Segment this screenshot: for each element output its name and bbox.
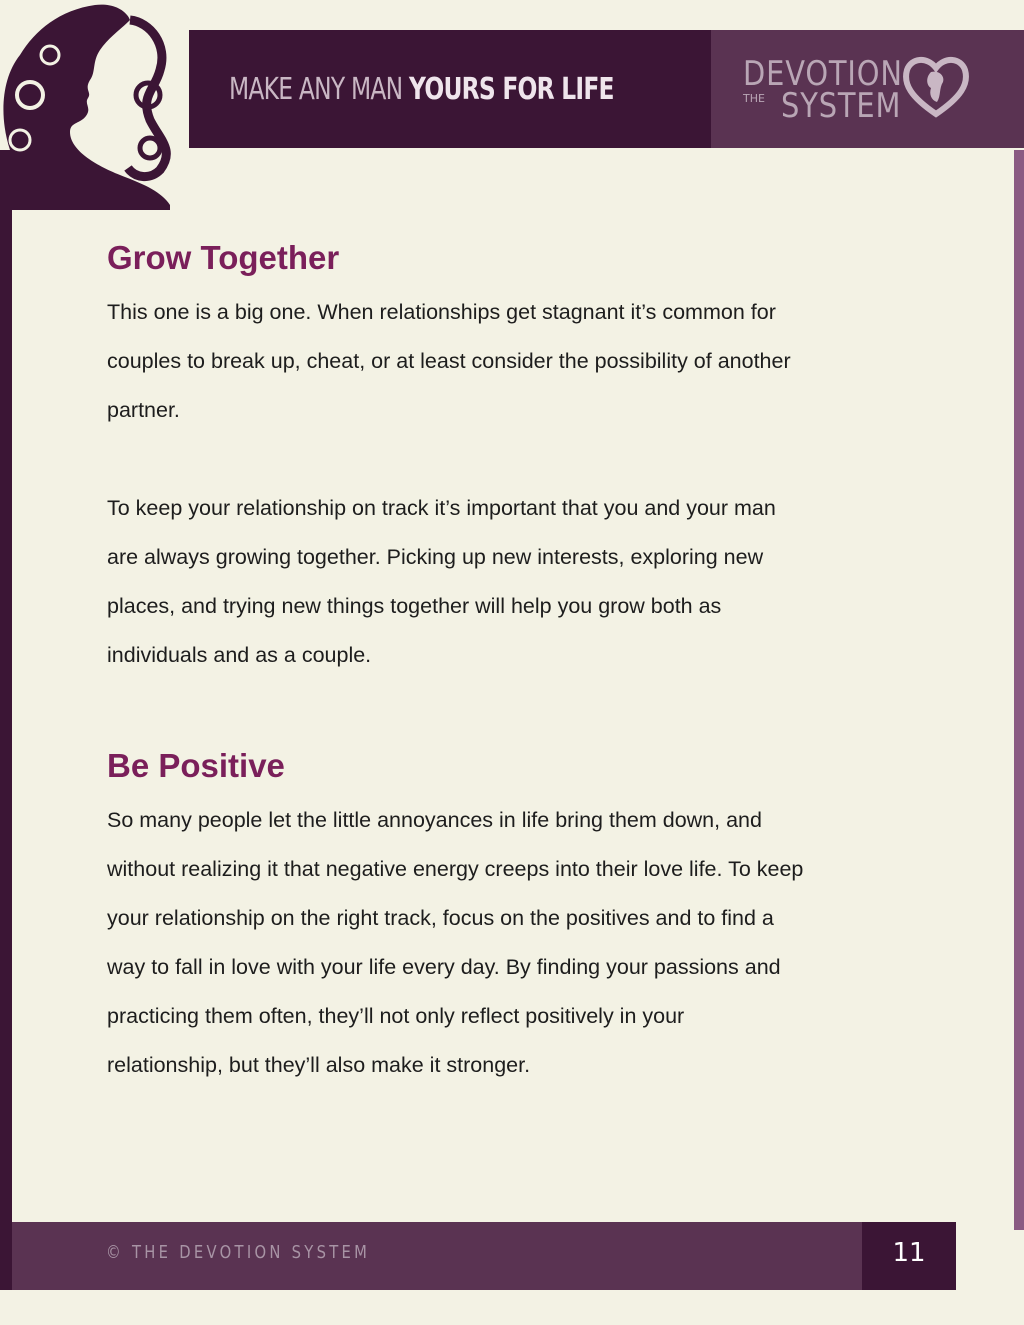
header-tagline bbox=[229, 70, 614, 110]
footer-copyright: © THE DEVOTION SYSTEM bbox=[106, 1242, 371, 1263]
right-decorative-bar bbox=[1014, 150, 1024, 1230]
paragraph bbox=[107, 796, 937, 1090]
tagline-regular: MAKE ANY MAN bbox=[229, 72, 410, 107]
logo-word-system: SYSTEM bbox=[781, 86, 902, 126]
woman-silhouette-icon bbox=[0, 0, 175, 210]
logo-panel bbox=[711, 30, 1024, 148]
logo-word-devotion: DEVOTION bbox=[743, 54, 903, 94]
header-banner bbox=[189, 30, 1024, 148]
text-line: relationship, but they’ll also make it stronger. bbox=[107, 1053, 531, 1077]
section-heading-be-positive: Be Positive bbox=[107, 747, 285, 784]
tagline-bold: YOURS FOR LIFE bbox=[409, 72, 614, 107]
text-line: To keep your relationship on track it’s important that you and your man bbox=[107, 496, 776, 520]
heart-profile-icon bbox=[901, 52, 971, 122]
logo-word-the: THE bbox=[743, 92, 765, 105]
paragraph bbox=[107, 484, 937, 680]
left-decorative-bar bbox=[0, 150, 12, 1290]
devotion-system-logo bbox=[741, 54, 911, 124]
paragraph bbox=[107, 288, 937, 435]
page-footer bbox=[12, 1222, 956, 1290]
text-line: places, and trying new things together will help you grow both as bbox=[107, 594, 722, 618]
text-line: are always growing together. Picking up new interests, exploring new bbox=[107, 545, 764, 569]
text-line: practicing them often, they’ll not only reflect positively in your bbox=[107, 1004, 685, 1028]
text-line: So many people let the little annoyances in life bring them down, and bbox=[107, 808, 762, 832]
text-line: couples to break up, cheat, or at least consider the possibility of another bbox=[107, 349, 791, 373]
page-content bbox=[107, 228, 937, 1090]
text-line: partner. bbox=[107, 398, 180, 422]
text-line: individuals and as a couple. bbox=[107, 643, 372, 667]
text-line: way to fall in love with your life every day. By finding your passions and bbox=[107, 955, 781, 979]
text-line: This one is a big one. When relationships get stagnant it’s common for bbox=[107, 300, 776, 324]
text-line: without realizing it that negative energy creeps into their love life. To keep bbox=[107, 857, 804, 881]
text-line: your relationship on the right track, focus on the positives and to find a bbox=[107, 906, 774, 930]
section-heading-grow-together: Grow Together bbox=[107, 239, 340, 276]
page-number: 11 bbox=[862, 1222, 956, 1290]
